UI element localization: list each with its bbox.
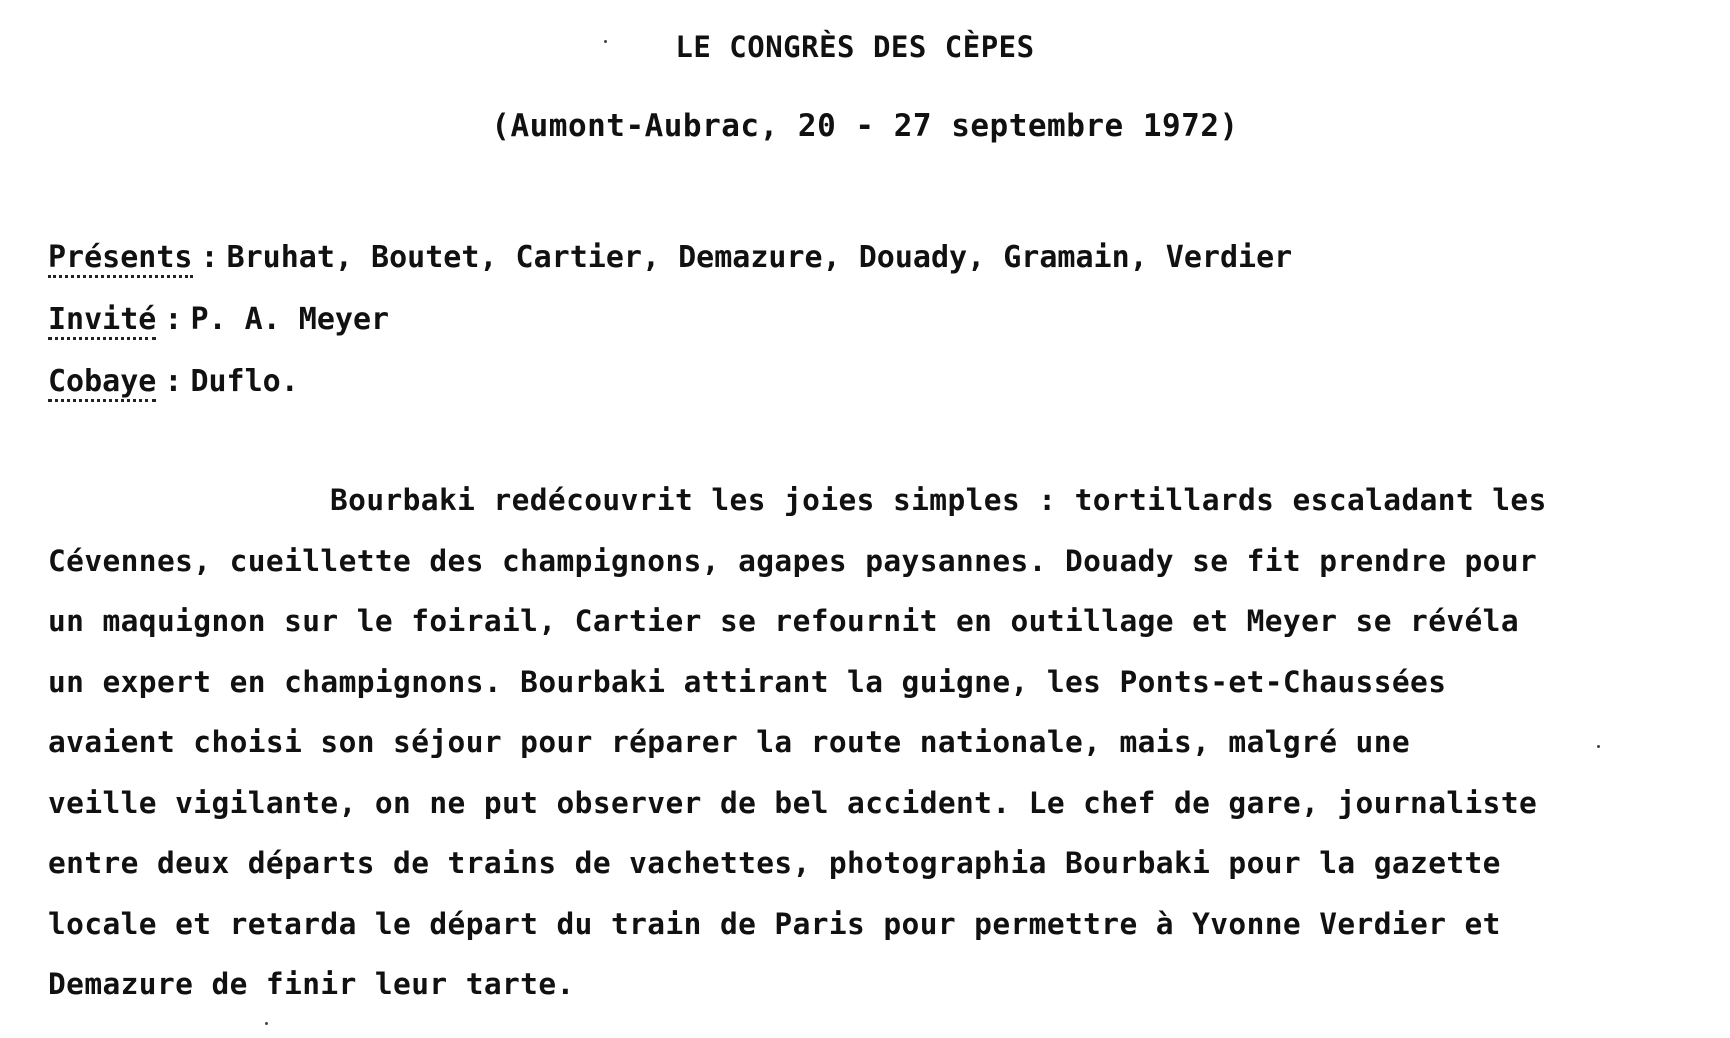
paragraph-line [48,470,1688,531]
paragraph-line: veille vigilante, on ne put observer de bel accident. Le chef de gare, journaliste [48,785,1538,820]
paragraph-line: Demazure de finir leur tarte. [48,967,575,1001]
attendees-label: Invité [48,303,156,340]
document-title: LE CONGRÈS DES CÈPES [675,30,1035,64]
attendees-separator: : [164,302,183,337]
paragraph-line: un expert en champignons. Bourbaki attirant la guigne, les Ponts-et-Chaussées [48,664,1447,699]
paragraph-line: un maquignon sur le foirail, Cartier se refournit en outillage et Meyer se révéla [48,604,1519,638]
attendees-label: Cobaye [48,365,156,402]
body-paragraph [48,470,1688,1015]
paragraph-line: Cévennes, cueillette des champignons, agapes paysannes. Douady se fit prendre pour [48,543,1538,578]
paragraph-line: locale et retarda le départ du train de Paris pour permettre à Yvonne Verdier et [48,906,1501,941]
document-subtitle: (Aumont-Aubrac, 20 - 27 septembre 1972) [491,108,1239,144]
attendees-label: Présents [48,241,193,278]
attendees-row-presents [48,228,1292,290]
attendees-value: Duflo. [190,364,299,399]
attendees-row-invite [48,290,1292,352]
attendees-list [48,228,1292,414]
attendees-value: Bruhat, Boutet, Cartier, Demazure, Douady, Gramain, Verdier [226,240,1293,275]
paragraph-line-text: Bourbaki redécouvrit les joies simples : tortillards escaladant les [330,483,1547,517]
paragraph-line: avaient choisi son séjour pour réparer la route nationale, mais, malgré une [48,725,1411,759]
paragraph-line: entre deux départs de trains de vachettes, photographia Bourbaki pour la gazette [48,846,1501,880]
attendees-separator: : [164,364,183,399]
attendees-separator: : [200,240,219,275]
attendees-value: P. A. Meyer [190,302,390,337]
attendees-row-cobaye [48,352,1292,414]
scan-speck [604,40,607,43]
scan-speck [1597,745,1600,748]
scan-speck [265,1022,268,1025]
